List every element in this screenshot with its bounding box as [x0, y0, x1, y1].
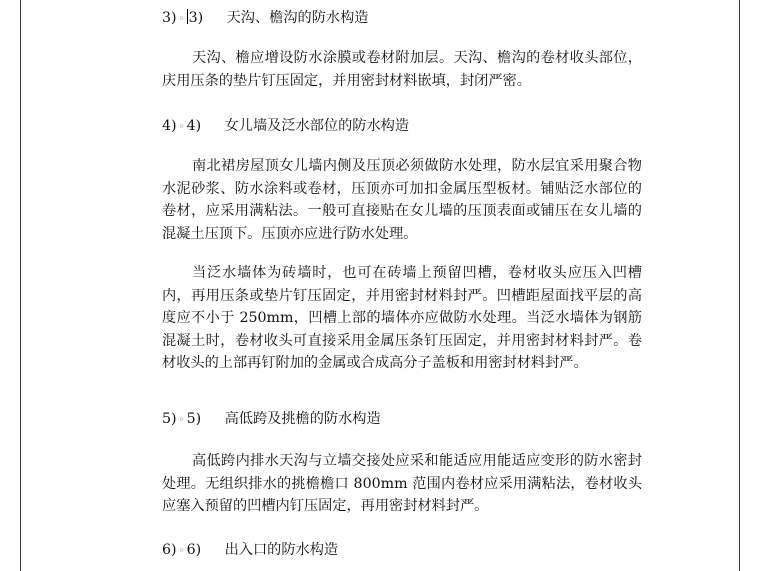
- heading-title: 女儿墙及泛水部位的防水构造: [224, 118, 410, 134]
- heading-number: 4): [162, 118, 177, 134]
- heading-subnumber: 3): [188, 10, 204, 26]
- list-marker: ◦: [178, 120, 185, 133]
- paragraph: 当泛水墙体为砖墙时，也可在砖墙上预留凹槽，卷材收头应压入凹槽内，再用压条或垫片钉压固定，并用密封材料封严。凹槽距屋面找平层的高度应不小于 250mm，凹槽上部的墙体亦应做防水处理。当泛水墙体为钢筋混凝土时，卷材收头可直接采用金属压条钉压固定，并用密封材料封严。卷材收头的上部再钉附加的金属或合成高分子盖板和用密封材料封严。: [162, 265, 642, 371]
- section-heading: [162, 409, 381, 429]
- list-marker: ◦: [178, 544, 185, 557]
- paragraph: 天沟、檐应增设防水涂膜或卷材附加层。天沟、檐沟的卷材收头部位，庆用压条的垫片钉压固定，并用密封材料嵌填，封闭严密。: [162, 50, 642, 89]
- page-right-border: [739, 0, 740, 571]
- paragraph: 南北裙房屋顶女儿墙内侧及压顶必须做防水处理，防水层宜采用聚合物水泥砂浆、防水涂料或卷材，压顶亦可加扣金属压型板材。铺贴泛水部位的卷材，应采用满粘法。一般可直接贴在女儿墙的压顶表面或铺压在女儿墙的混凝土压顶下。压顶亦应进行防水处理。: [162, 158, 642, 242]
- text-cursor: [187, 9, 188, 24]
- heading-subnumber: 5): [186, 411, 202, 427]
- heading-title: 高低跨及挑檐的防水构造: [224, 411, 381, 427]
- heading-subnumber: 4): [186, 118, 202, 134]
- paragraph: 高低跨内排水天沟与立墙交接处应采和能适应用能适应变形的防水密封处理。无组织排水的挑檐檐口 800mm 范围内卷材应采用满粘法，卷材收头应塞入预留的凹槽内钉压固定，再用密封材料封严。: [162, 453, 642, 514]
- section-heading: [162, 8, 368, 28]
- heading-number: 5): [162, 411, 177, 427]
- heading-subnumber: 6): [186, 542, 202, 558]
- page-left-border: [20, 0, 21, 571]
- heading-title: 出入口的防水构造: [224, 542, 339, 558]
- section-heading: [162, 116, 409, 136]
- heading-title: 天沟、檐沟的防水构造: [226, 10, 369, 26]
- heading-number: 3): [162, 10, 177, 26]
- list-marker: ◦: [178, 413, 185, 426]
- section-heading: [162, 540, 338, 560]
- heading-number: 6): [162, 542, 177, 558]
- list-marker: ◦: [178, 12, 185, 25]
